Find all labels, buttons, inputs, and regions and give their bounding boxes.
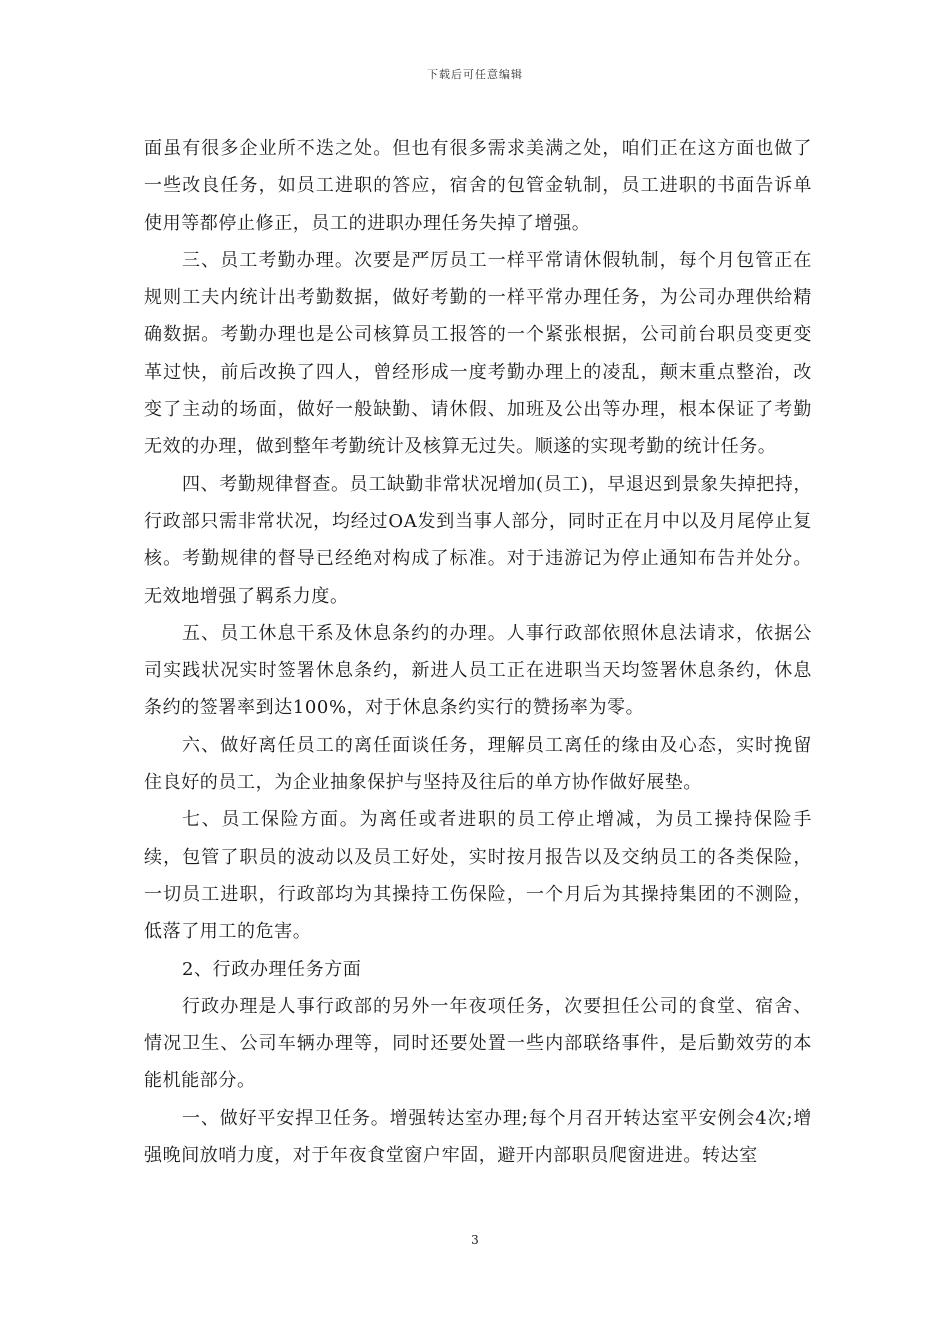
paragraph-1: 面虽有很多企业所不迭之处。但也有很多需求美满之处，咱们正在这方面也做了一些改良任务，如员工进职的答应，宿舍的包管金轨制，员工进职的书面告诉单使用等都停止修正，员工的进职办理任务失掉了增强。	[144, 138, 812, 234]
paragraph-labor-contracts: 五、员工休息干系及休息条约的办理。人事行政部依照休息法请求，依据公司实践状况实时签署休息条约，新进人员工正在进职当天均签署休息条约，休息条约的签署率到达100%，对于休息条约实行的赞扬率为零。	[144, 622, 812, 719]
paragraph-attendance-management: 三、员工考勤办理。次要是严厉员工一样平常请休假轨制，每个月包管正在规则工夫内统计出考勤数据，做好考勤的一样平常办理任务，为公司办理供给精确数据。考勤办理也是公司核算员工报答的一个紧张根据，公司前台职员变更变革过快，前后改换了四人，曾经形成一度考勤办理上的凌乱，颠末重点整治，改变了主动的场面，做好一般缺勤、请休假、加班及公出等办理，根本保证了考勤无效的办理，做到整年考勤统计及核算无过失。顺遂的实现考勤的统计任务。	[144, 249, 812, 458]
paragraph-attendance-discipline: 四、考勤规律督查。员工缺勤非常状况增加(员工)，早退迟到景象失掉把持，行政部只需非常状况，均经过OA发到当事人部分，同时正在月中以及月尾停止复核。考勤规律的督导已经绝对构成了标准。对于违游记为停止通知布告并处分。无效地增强了羁系力度。	[144, 473, 812, 607]
page-number: 3	[471, 1233, 479, 1247]
paragraph-security: 一、做好平安捍卫任务。增强转达室办理;每个月召开转达室平安例会4次;增强晚间放哨力度，对于年夜食堂窗户牢固，避开内部职员爬窗进进。转达室	[144, 1107, 812, 1167]
document-body	[144, 130, 812, 1174]
paragraph-employee-insurance: 七、员工保险方面。为离任或者进职的员工停止增减，为员工操持保险手续，包管了职员的波动以及员工好处，实时按月报告以及交纳员工的各类保险，一切员工进职，行政部均为其操持工伤保险，一个月后为其操持集团的不测险，低落了用工的危害。	[144, 809, 812, 943]
paragraph-exit-interviews: 六、做好离任员工的离任面谈任务，理解员工离任的缘由及心态，实时挽留住良好的员工，为企业抽象保护与坚持及往后的单方协作做好展垫。	[144, 734, 812, 794]
page-header: 下载后可任意编辑	[427, 68, 523, 81]
paragraph-admin-intro: 行政办理是人事行政部的另外一年夜项任务，次要担任公司的食堂、宿舍、情况卫生、公司车辆办理等，同时还要处置一些内部联络事件，是后勤效劳的本能机能部分。	[144, 995, 812, 1092]
section-heading-admin: 2、行政办理任务方面	[182, 958, 362, 980]
